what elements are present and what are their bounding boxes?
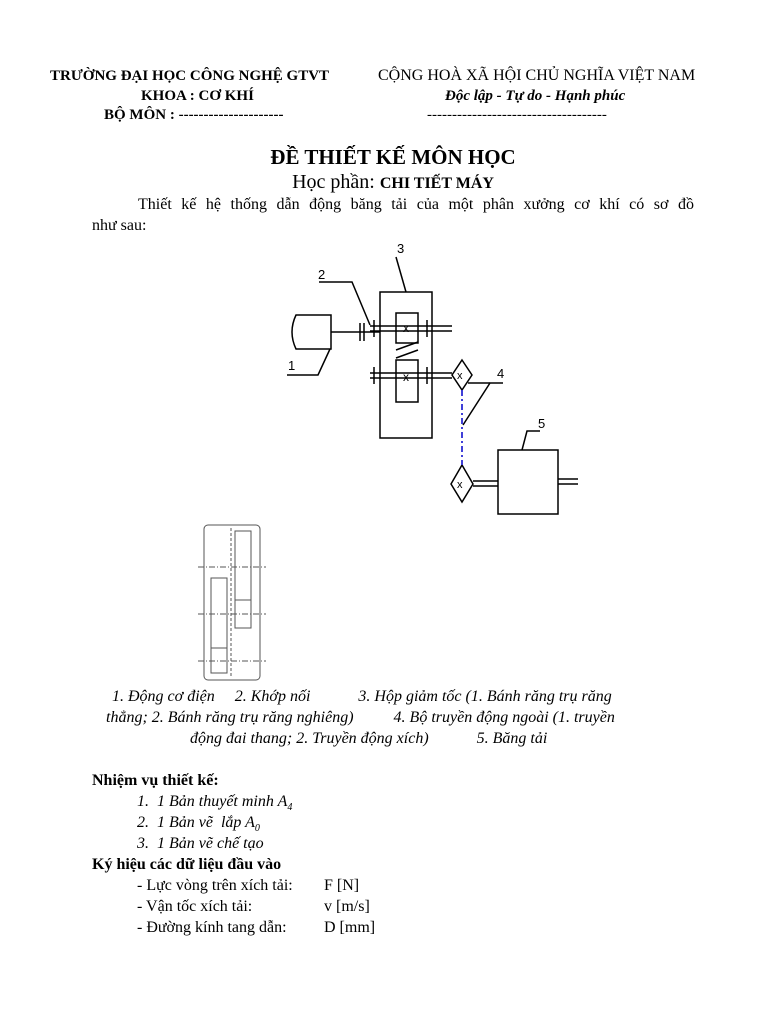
task-item-3 xyxy=(137,835,264,853)
gear-mark-4: x xyxy=(457,479,463,491)
task-number: 1. xyxy=(137,793,149,810)
gearbox-housing xyxy=(380,292,432,438)
national-title: CỘNG HOÀ XÃ HỘI CHỦ NGHĨA VIỆT NAM xyxy=(378,67,696,84)
task-item-2 xyxy=(137,814,260,834)
input-value-velocity: v [m/s] xyxy=(324,898,370,915)
subject-name: CHI TIẾT MÁY xyxy=(379,175,494,192)
tasks-heading: Nhiệm vụ thiết kế: xyxy=(92,772,219,789)
electric-motor xyxy=(292,315,331,349)
input-label-diameter: - Đường kính tang dẫn: xyxy=(137,919,287,936)
task-number: 3. xyxy=(137,835,149,852)
page-title: ĐỀ THIẾT KẾ MÔN HỌC xyxy=(270,145,516,169)
gear-mark-3: x xyxy=(457,370,463,382)
label-1: 1 xyxy=(288,358,296,373)
department-line: BỘ MÔN : --------------------- xyxy=(104,107,284,123)
input-label-velocity: - Vận tốc xích tải: xyxy=(137,898,253,915)
task-subscript: 0 xyxy=(254,823,260,835)
faculty-name: KHOA : CƠ KHÍ xyxy=(141,88,254,104)
school-name: TRƯỜNG ĐẠI HỌC CÔNG NGHỆ GTVT xyxy=(50,68,330,84)
task-item-1 xyxy=(137,793,292,813)
input-value-force: F [N] xyxy=(324,877,360,894)
gear-mark-2: x xyxy=(403,370,409,384)
label-3: 3 xyxy=(397,241,405,256)
caption-line-2: thẳng; 2. Bánh răng trụ răng nghiêng) 4. Bộ truyền động ngoài (1. truyền xyxy=(106,709,615,726)
input-value-diameter: D [mm] xyxy=(324,919,376,936)
gearbox-section-sketch xyxy=(198,525,266,680)
task-text: 1 Bản thuyết minh A xyxy=(157,793,288,810)
intro-line-2: như sau: xyxy=(92,217,147,234)
task-text: 1 Bản vẽ chế tạo xyxy=(157,835,264,852)
caption-line-1: 1. Động cơ điện 2. Khớp nối 3. Hộp giảm tốc (1. Bánh răng trụ răng xyxy=(112,688,612,705)
label-5: 5 xyxy=(538,416,546,431)
task-text: 1 Bản vẽ lắp A xyxy=(157,814,255,831)
label-2: 2 xyxy=(318,267,326,282)
task-subscript: 4 xyxy=(287,802,293,814)
inputs-heading: Ký hiệu các dữ liệu đầu vào xyxy=(92,856,282,873)
motto-underline: ------------------------------------ xyxy=(427,107,607,123)
label-4: 4 xyxy=(497,366,505,381)
conveyor-drum xyxy=(498,450,558,514)
input-label-force: - Lực vòng trên xích tải: xyxy=(137,877,293,894)
caption-line-3: động đai thang; 2. Truyền động xích) 5. Băng tải xyxy=(190,730,548,747)
subject-prefix: Học phần: xyxy=(292,171,375,193)
intro-line-1: Thiết kế hệ thống dẫn động băng tải của một phân xưởng cơ khí có sơ đồ xyxy=(138,196,694,213)
national-motto: Độc lập - Tự do - Hạnh phúc xyxy=(445,88,626,104)
gear-mark-1: x xyxy=(403,321,409,335)
task-number: 2. xyxy=(137,814,149,831)
